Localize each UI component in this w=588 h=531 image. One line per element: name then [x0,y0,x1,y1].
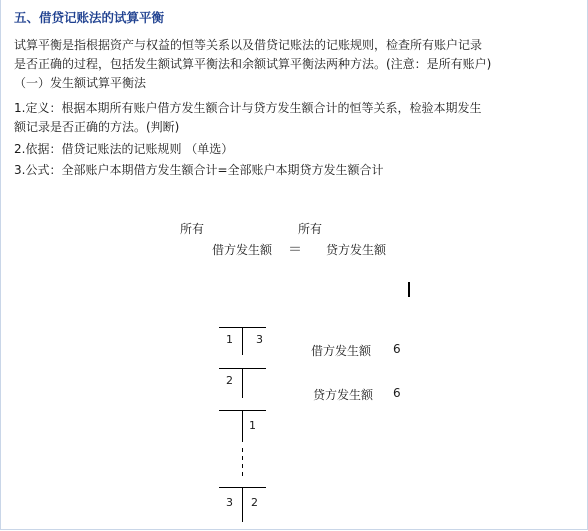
section-title: 五、借贷记账法的试算平衡 [14,10,165,25]
label-debit-amount: 借方发生额 [212,243,273,257]
summary-credit-label: 贷方发生额 [313,388,374,402]
account-4-credit: 2 [251,496,258,509]
label-credit-amount: 贷方发生额 [326,243,387,257]
body-line-6: 2.依据：借贷记账法的记账规则 （单选） [14,142,234,156]
body-line-3: （一）发生额试算平衡法 [14,76,147,90]
summary-debit-value: 6 [393,342,401,356]
account-2-debit: 2 [226,374,233,387]
account-4-debit: 3 [226,496,233,509]
text-cursor [408,282,410,297]
body-line-2: 是否正确的过程，包括发生额试算平衡法和余额试算平衡法两种方法。(注意：是所有账户) [14,57,492,71]
label-all-left: 所有 [180,222,205,236]
body-line-5: 额记录是否正确的方法。(判断) [14,120,180,134]
body-line-1: 试算平衡是指根据资产与权益的恒等关系以及借贷记账法的记账规则，检查所有账户记录 [14,38,483,52]
label-all-right: 所有 [298,222,323,236]
account-1-debit: 1 [226,333,233,346]
summary-debit-label: 借方发生额 [311,344,372,358]
label-equals: ＝ [288,242,302,258]
account-1-credit: 3 [256,333,263,346]
body-line-4: 1.定义：根据本期所有账户借方发生额合计与贷方发生额合计的恒等关系，检验本期发生 [14,101,482,115]
body-line-7: 3.公式：全部账户本期借方发生额合计=全部账户本期贷方发生额合计 [14,163,384,177]
summary-credit-value: 6 [393,386,401,400]
account-3-credit: 1 [249,419,256,432]
